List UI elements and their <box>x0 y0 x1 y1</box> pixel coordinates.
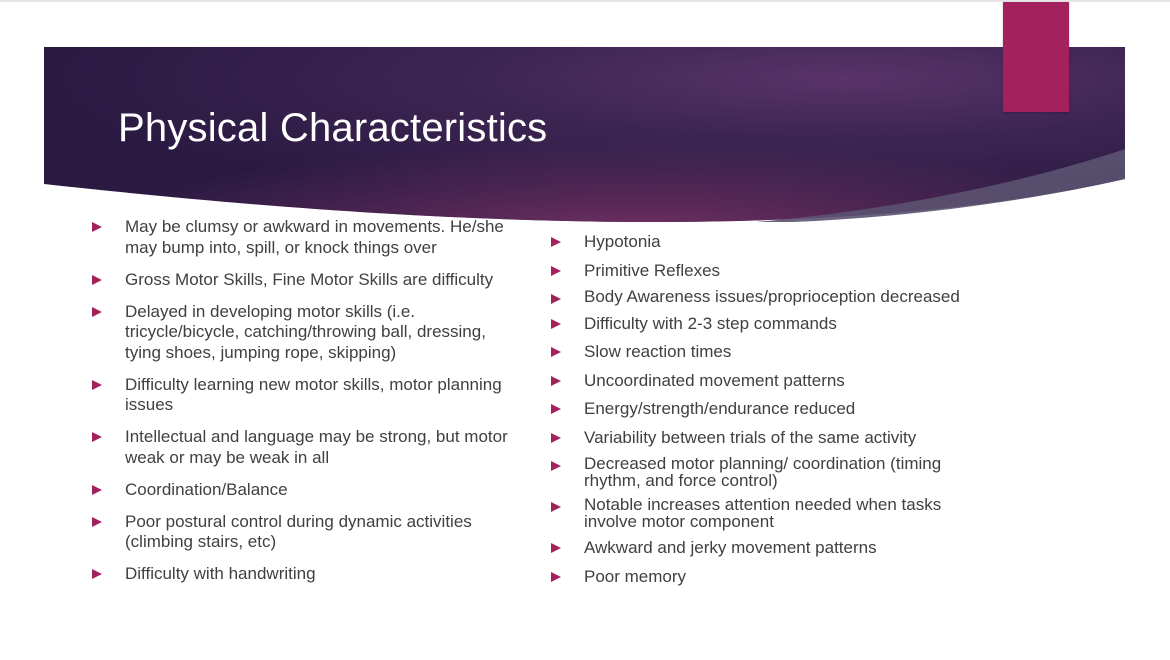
triangle-bullet-icon <box>551 433 561 443</box>
triangle-bullet-icon <box>551 461 561 471</box>
triangle-bullet-icon <box>551 294 561 304</box>
list-item: Body Awareness issues/proprioception decreased <box>551 289 971 306</box>
list-item: Poor memory <box>551 567 971 588</box>
slide-title: Physical Characteristics <box>118 106 548 150</box>
triangle-bullet-icon <box>92 307 102 317</box>
triangle-bullet-icon <box>551 347 561 357</box>
triangle-bullet-icon <box>551 543 561 553</box>
list-item: Difficulty with 2-3 step commands <box>551 314 971 335</box>
right-bullet-list <box>551 232 971 595</box>
triangle-bullet-icon <box>92 275 102 285</box>
triangle-bullet-icon <box>92 222 102 232</box>
window-top-border <box>0 0 1170 2</box>
list-item: Decreased motor planning/ coordination (timing rhythm, and force control) <box>551 456 971 489</box>
triangle-bullet-icon <box>551 404 561 414</box>
list-item: Hypotonia <box>551 232 971 253</box>
list-item: Coordination/Balance <box>92 480 512 501</box>
list-item: Slow reaction times <box>551 342 971 363</box>
list-item: Primitive Reflexes <box>551 261 971 282</box>
list-item: Delayed in developing motor skills (i.e. tricycle/bicycle, catching/throwing ball, dressing, tying shoes, jumping rope, skipping) <box>92 302 512 364</box>
accent-tab <box>1003 2 1069 112</box>
list-item: Uncoordinated movement patterns <box>551 371 971 392</box>
triangle-bullet-icon <box>92 485 102 495</box>
list-item: Notable increases attention needed when tasks involve motor component <box>551 497 971 530</box>
triangle-bullet-icon <box>551 237 561 247</box>
list-item: Intellectual and language may be strong, but motor weak or may be weak in all <box>92 427 512 468</box>
triangle-bullet-icon <box>551 376 561 386</box>
triangle-bullet-icon <box>551 502 561 512</box>
triangle-bullet-icon <box>92 380 102 390</box>
triangle-bullet-icon <box>551 266 561 276</box>
triangle-bullet-icon <box>551 572 561 582</box>
list-item: Gross Motor Skills, Fine Motor Skills are difficulty <box>92 270 512 291</box>
triangle-bullet-icon <box>92 432 102 442</box>
list-item: Difficulty learning new motor skills, motor planning issues <box>92 375 512 416</box>
list-item: Variability between trials of the same activity <box>551 428 971 449</box>
triangle-bullet-icon <box>92 517 102 527</box>
list-item: May be clumsy or awkward in movements. He/she may bump into, spill, or knock things over <box>92 217 512 258</box>
list-item: Energy/strength/endurance reduced <box>551 399 971 420</box>
triangle-bullet-icon <box>551 319 561 329</box>
list-item: Awkward and jerky movement patterns <box>551 538 971 559</box>
triangle-bullet-icon <box>92 569 102 579</box>
list-item: Poor postural control during dynamic activities (climbing stairs, etc) <box>92 512 512 553</box>
left-bullet-list <box>92 217 512 596</box>
list-item: Difficulty with handwriting <box>92 564 512 585</box>
